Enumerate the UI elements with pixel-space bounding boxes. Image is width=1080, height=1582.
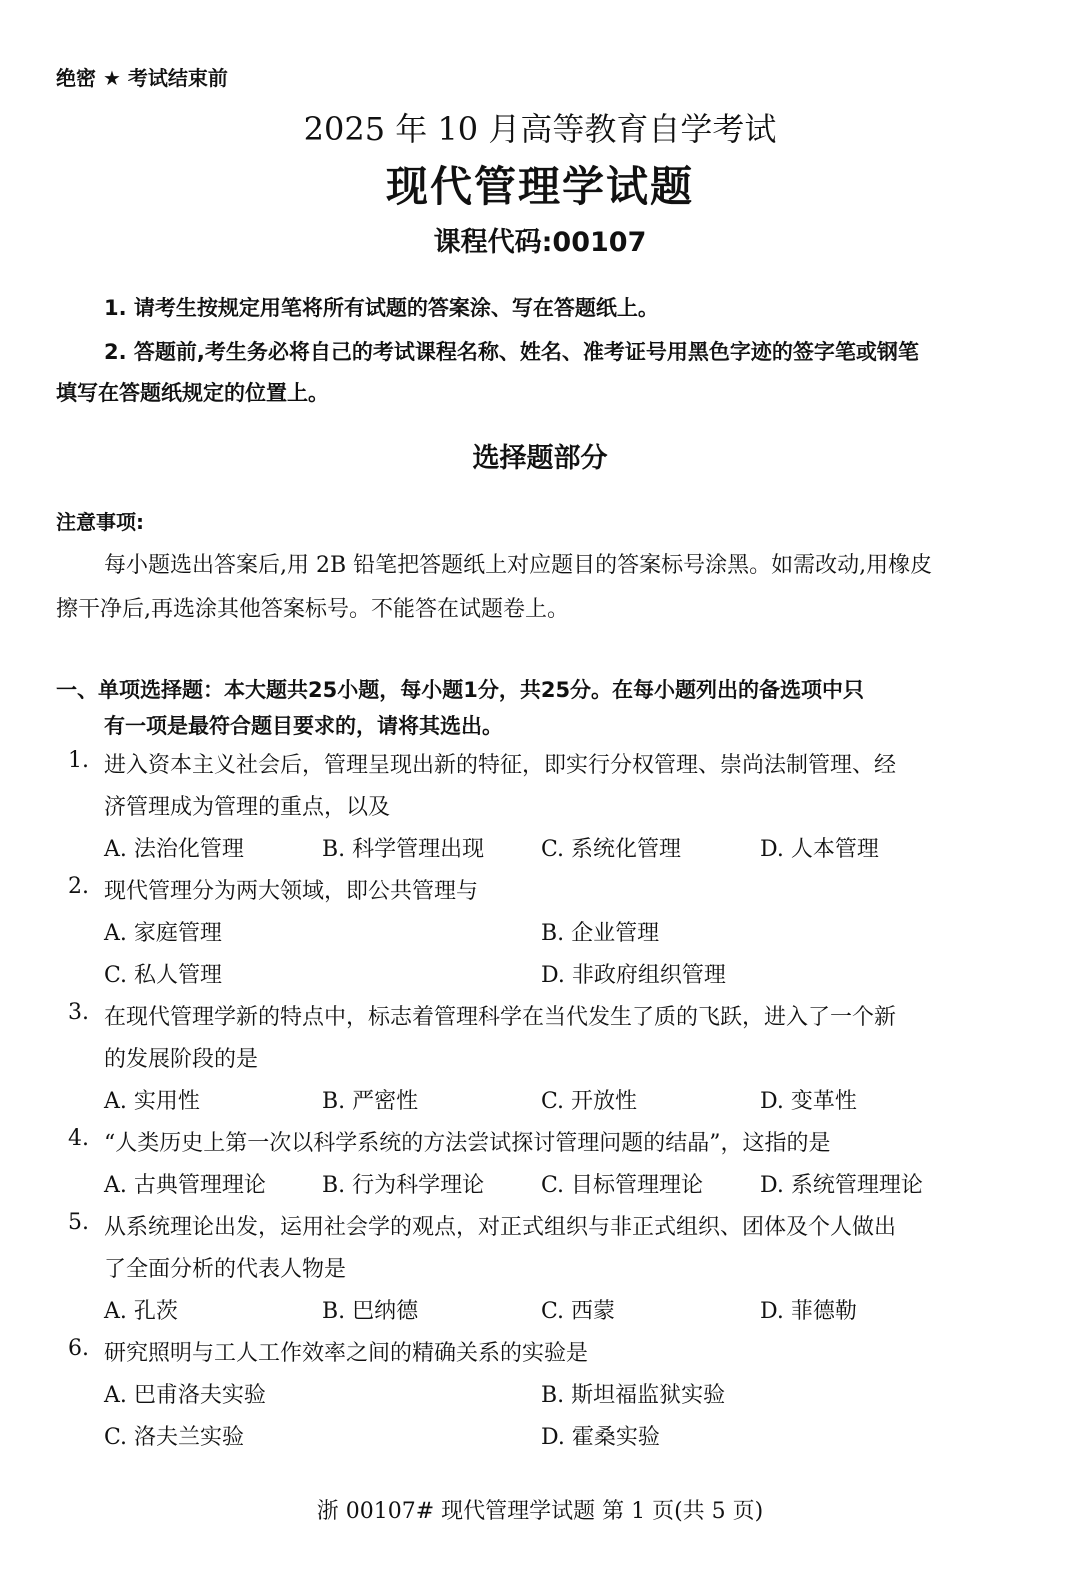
question-stem: 的发展阶段的是 [104, 1047, 259, 1072]
question-stem: 在现代管理学新的特点中，标志着管理科学在当代发生了质的飞跃，进入了一个新 [104, 1005, 897, 1030]
option-c: C. 目标管理理论 [541, 1173, 704, 1198]
option-a: A. 古典管理理论 [104, 1173, 266, 1198]
option-c: C. 开放性 [541, 1089, 638, 1114]
option-d: D. 霍桑实验 [541, 1425, 660, 1450]
notes-line-1: 每小题选出答案后,用 2B 铅笔把答题纸上对应题目的答案标号涂黑。如需改动,用橡皮 [104, 553, 933, 578]
notes-line-2: 擦干净后,再选涂其他答案标号。不能答在试题卷上。 [56, 597, 569, 622]
option-d: D. 人本管理 [760, 837, 879, 862]
question-stem: 济管理成为管理的重点，以及 [104, 795, 391, 820]
option-a: A. 巴甫洛夫实验 [104, 1383, 266, 1408]
question-stem: 现代管理分为两大领域，即公共管理与 [104, 879, 479, 904]
section-title: 选择题部分 [472, 443, 608, 474]
question-number: 5. [68, 1210, 89, 1235]
option-b: B. 严密性 [322, 1089, 419, 1114]
option-c: C. 系统化管理 [541, 837, 682, 862]
question-stem: “人类历史上第一次以科学系统的方法尝试探讨管理问题的结晶”，这指的是 [104, 1131, 831, 1156]
question-stem: 进入资本主义社会后，管理呈现出新的特征，即实行分权管理、崇尚法制管理、经 [104, 753, 897, 778]
option-a: A. 孔茨 [104, 1299, 178, 1324]
course-code: 课程代码:00107 [433, 227, 647, 258]
page-footer: 浙 00107# 现代管理学试题 第 1 页(共 5 页) [316, 1499, 764, 1524]
question-number: 2. [68, 874, 89, 899]
option-c: C. 洛夫兰实验 [104, 1425, 245, 1450]
subject-title: 现代管理学试题 [385, 162, 694, 211]
question-stem: 从系统理论出发，运用社会学的观点，对正式组织与非正式组织、团体及个人做出 [104, 1215, 897, 1240]
option-d: D. 系统管理理论 [760, 1173, 923, 1198]
question-stem: 研究照明与工人工作效率之间的精确关系的实验是 [104, 1341, 589, 1366]
question-stem: 了全面分析的代表人物是 [104, 1257, 347, 1282]
part-heading-line-2: 有一项是最符合题目要求的，请将其选出。 [104, 714, 503, 738]
question-number: 3. [68, 1000, 89, 1025]
option-b: B. 科学管理出现 [322, 837, 485, 862]
instruction-2: 2. 答题前,考生务必将自己的考试课程名称、姓名、准考证号用黑色字迹的签字笔或钢笔 [104, 340, 919, 364]
notes-heading: 注意事项: [56, 510, 144, 534]
option-b: B. 斯坦福监狱实验 [541, 1383, 726, 1408]
confidential-label: 绝密 ★ 考试结束前 [56, 66, 228, 90]
option-b: B. 企业管理 [541, 921, 660, 946]
option-a: A. 法治化管理 [104, 837, 244, 862]
exam-title: 2025 年 10 月高等教育自学考试 [303, 110, 777, 148]
option-a: A. 实用性 [104, 1089, 200, 1114]
option-c: C. 西蒙 [541, 1299, 616, 1324]
option-b: B. 行为科学理论 [322, 1173, 485, 1198]
question-number: 4. [68, 1126, 89, 1151]
option-d: D. 菲德勒 [760, 1299, 857, 1324]
part-heading-line-1: 一、单项选择题：本大题共25小题，每小题1分，共25分。在每小题列出的备选项中只 [56, 678, 865, 702]
instruction-2-cont: 填写在答题纸规定的位置上。 [56, 381, 329, 405]
option-b: B. 巴纳德 [322, 1299, 419, 1324]
question-number: 1. [68, 748, 89, 773]
option-a: A. 家庭管理 [104, 921, 222, 946]
option-d: D. 变革性 [760, 1089, 857, 1114]
option-c: C. 私人管理 [104, 963, 223, 988]
option-d: D. 非政府组织管理 [541, 963, 726, 988]
instruction-1: 1. 请考生按规定用笔将所有试题的答案涂、写在答题纸上。 [104, 296, 659, 320]
question-number: 6. [68, 1336, 89, 1361]
